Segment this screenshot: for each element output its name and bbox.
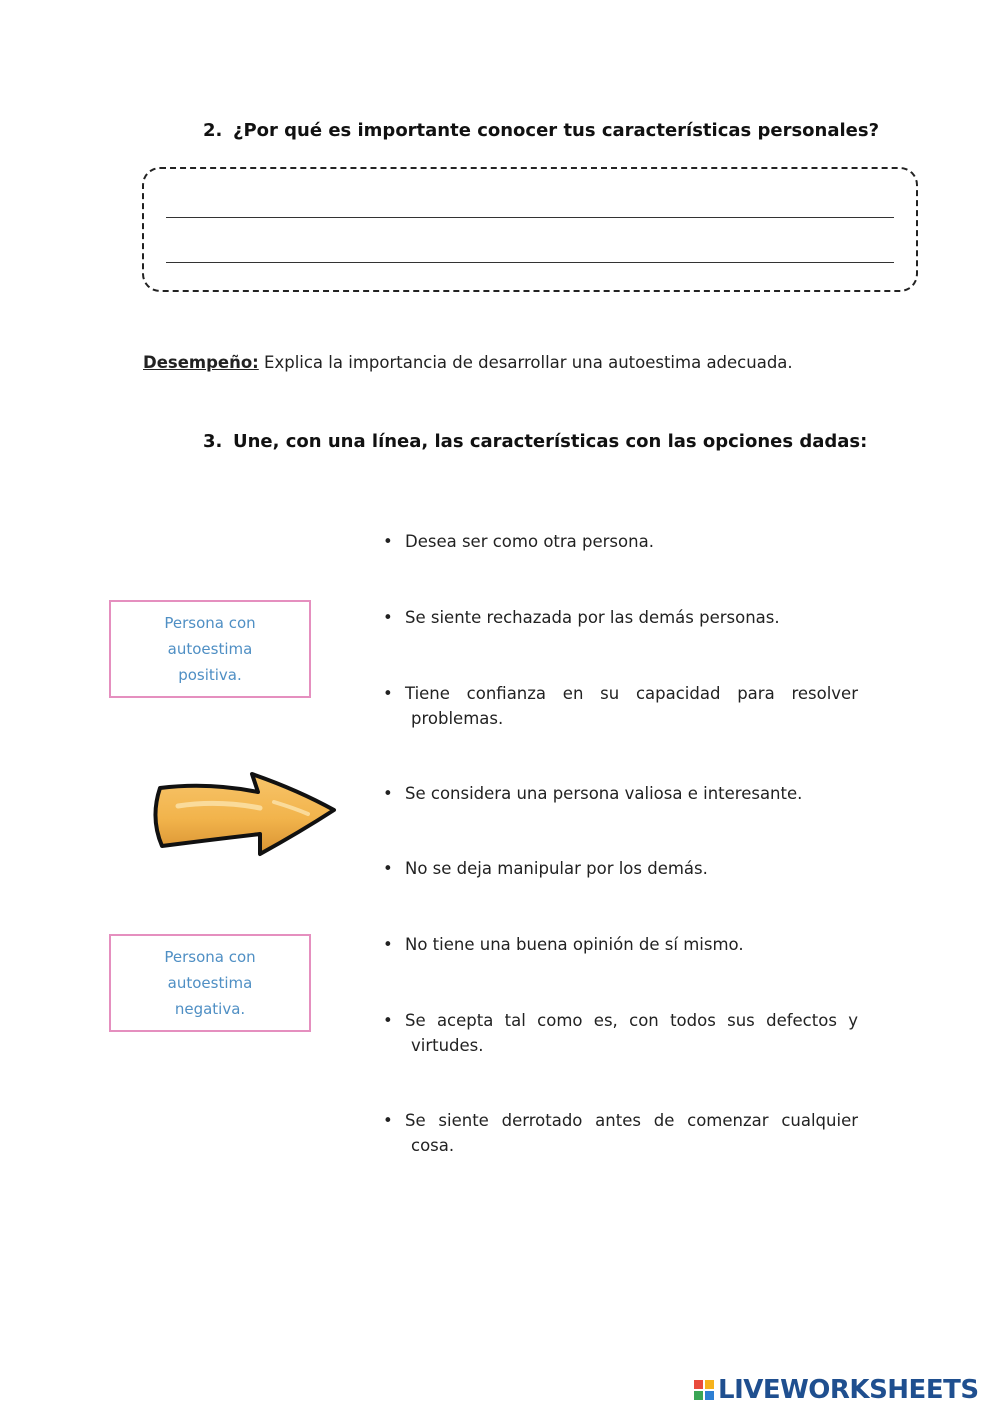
card-negative-line-2: autoestima: [167, 974, 253, 992]
arrow-icon: [148, 770, 340, 860]
option-item-4[interactable]: [383, 781, 858, 806]
brand-name: LIVEWORKSHEETS: [718, 1375, 979, 1405]
liveworksheets-logo: [694, 1374, 979, 1406]
card-positive-line-3: positiva.: [178, 666, 242, 684]
card-positive-self-esteem[interactable]: [109, 600, 311, 698]
liveworksheets-mark-icon: [694, 1380, 714, 1400]
option-3-text-line-2: problemas.: [411, 709, 504, 728]
card-positive-line-2: autoestima: [167, 640, 253, 658]
answer-box[interactable]: [142, 167, 918, 292]
option-2-text: Se siente rechazada por las demás personas.: [405, 608, 780, 627]
card-negative-line-3: negativa.: [174, 1000, 246, 1018]
answer-line-2[interactable]: [166, 262, 894, 263]
bullet-icon: •: [383, 684, 393, 703]
question-3-title: [203, 431, 867, 452]
desempeno-label: Desempeño:: [143, 353, 259, 372]
option-4-text: Se considera una persona valiosa e interesante.: [405, 784, 803, 803]
option-item-5[interactable]: [383, 856, 858, 881]
question-3-number: 3.: [203, 431, 223, 452]
option-8-text-line-1: Se siente derrotado antes de comenzar cualquier: [405, 1111, 858, 1130]
bullet-icon: •: [383, 859, 393, 878]
bullet-icon: •: [383, 1011, 393, 1030]
card-negative-line-1: Persona con: [164, 948, 256, 966]
option-item-8[interactable]: [383, 1108, 858, 1158]
option-item-1[interactable]: [383, 529, 858, 554]
option-6-text: No tiene una buena opinión de sí mismo.: [405, 935, 744, 954]
bullet-icon: •: [383, 935, 393, 954]
option-item-2[interactable]: [383, 605, 858, 630]
option-8-text-line-2: cosa.: [411, 1136, 455, 1155]
question-2-number: 2.: [203, 120, 223, 141]
option-item-3[interactable]: [383, 681, 858, 731]
option-item-6[interactable]: [383, 932, 858, 957]
option-7-text-line-2: virtudes.: [411, 1036, 484, 1055]
question-2-title: [203, 120, 879, 141]
bullet-icon: •: [383, 608, 393, 627]
card-positive-line-1: Persona con: [164, 614, 256, 632]
option-7-text-line-1: Se acepta tal como es, con todos sus defectos y: [405, 1011, 858, 1030]
question-3-text: Une, con una línea, las características con las opciones dadas:: [233, 431, 868, 452]
option-1-text: Desea ser como otra persona.: [405, 532, 654, 551]
bullet-icon: •: [383, 784, 393, 803]
bullet-icon: •: [383, 1111, 393, 1130]
desempeno: [143, 353, 793, 372]
desempeno-text: Explica la importancia de desarrollar una autoestima adecuada.: [264, 353, 793, 372]
card-negative-self-esteem[interactable]: [109, 934, 311, 1032]
bullet-icon: •: [383, 532, 393, 551]
option-item-7[interactable]: [383, 1008, 858, 1058]
option-5-text: No se deja manipular por los demás.: [405, 859, 708, 878]
answer-line-1[interactable]: [166, 217, 894, 218]
question-2-text: ¿Por qué es importante conocer tus características personales?: [233, 120, 880, 141]
option-3-text-line-1: Tiene confianza en su capacidad para resolver: [405, 684, 858, 703]
